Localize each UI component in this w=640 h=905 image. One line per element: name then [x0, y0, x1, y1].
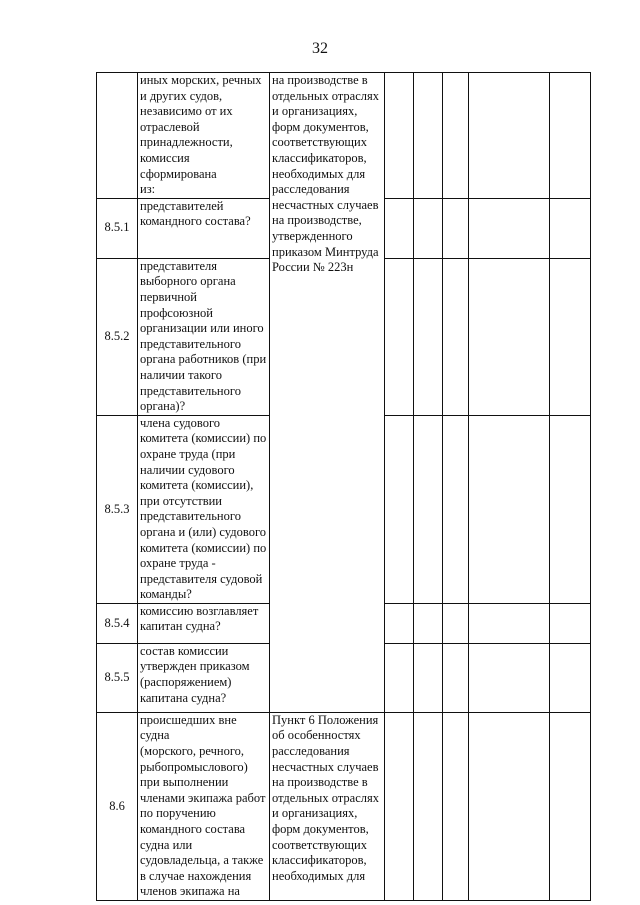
answer-cell — [414, 643, 443, 712]
answer-cell — [469, 73, 550, 199]
answer-cell — [550, 712, 591, 900]
answer-cell — [385, 415, 414, 603]
row-number — [97, 73, 138, 199]
table-row — [97, 712, 591, 900]
answer-cell — [443, 198, 469, 258]
question-cell: представителя выборного органа первичной профсоюзной организации или иного представительного органа работников (при наличии такого представительного органа)? — [138, 258, 270, 415]
checklist-table — [96, 72, 591, 901]
answer-cell — [443, 603, 469, 643]
answer-cell — [443, 643, 469, 712]
row-number: 8.5.4 — [97, 603, 138, 643]
row-number: 8.5.1 — [97, 198, 138, 258]
question-cell: члена судового комитета (комиссии) по охране труда (при наличии судового комитета (комиссии), при отсутствии представительного органа и (или) судового комитета (комиссии) по охране труда - представителя судовой команды? — [138, 415, 270, 603]
reference-cell: Пункт 6 Положения об особенностях расследования несчастных случаев на производстве в отдельных отраслях и организациях, форм документов, соответствующих классификаторов, необходимых для — [270, 712, 385, 900]
answer-cell — [550, 643, 591, 712]
answer-cell — [414, 73, 443, 199]
reference-cell: на производстве в отдельных отраслях и организациях, форм документов, соответствующих классификаторов, необходимых для расследования несчастных случаев на производстве, утвержденного приказом Минтруда России № 223н — [270, 73, 385, 713]
answer-cell — [414, 258, 443, 415]
answer-cell — [550, 198, 591, 258]
answer-cell — [385, 73, 414, 199]
answer-cell — [443, 415, 469, 603]
answer-cell — [469, 643, 550, 712]
table-row — [97, 73, 591, 199]
row-number: 8.6 — [97, 712, 138, 900]
question-cell: представителей командного состава? — [138, 198, 270, 258]
answer-cell — [550, 73, 591, 199]
answer-cell — [550, 603, 591, 643]
answer-cell — [443, 258, 469, 415]
row-number: 8.5.2 — [97, 258, 138, 415]
answer-cell — [414, 603, 443, 643]
question-cell: происшедших вне судна (морского, речного, рыбопромыслового) при выполнении членами экипажа работ по поручению командного состава судна или судовладельца, а также в случае нахождения членов экипажа на — [138, 712, 270, 900]
answer-cell — [469, 198, 550, 258]
question-cell: комиссию возглавляет капитан судна? — [138, 603, 270, 643]
answer-cell — [443, 712, 469, 900]
page-number: 32 — [312, 40, 328, 57]
answer-cell — [414, 198, 443, 258]
answer-cell — [550, 415, 591, 603]
answer-cell — [414, 712, 443, 900]
answer-cell — [414, 415, 443, 603]
answer-cell — [469, 712, 550, 900]
question-cell: иных морских, речных и других судов, независимо от их отраслевой принадлежности, комиссия сформирована из: — [138, 73, 270, 199]
answer-cell — [550, 258, 591, 415]
question-cell: состав комиссии утвержден приказом (распоряжением) капитана судна? — [138, 643, 270, 712]
answer-cell — [385, 603, 414, 643]
answer-cell — [385, 712, 414, 900]
answer-cell — [385, 198, 414, 258]
answer-cell — [385, 258, 414, 415]
answer-cell — [469, 258, 550, 415]
answer-cell — [469, 415, 550, 603]
answer-cell — [469, 603, 550, 643]
row-number: 8.5.5 — [97, 643, 138, 712]
answer-cell — [443, 73, 469, 199]
answer-cell — [385, 643, 414, 712]
row-number: 8.5.3 — [97, 415, 138, 603]
